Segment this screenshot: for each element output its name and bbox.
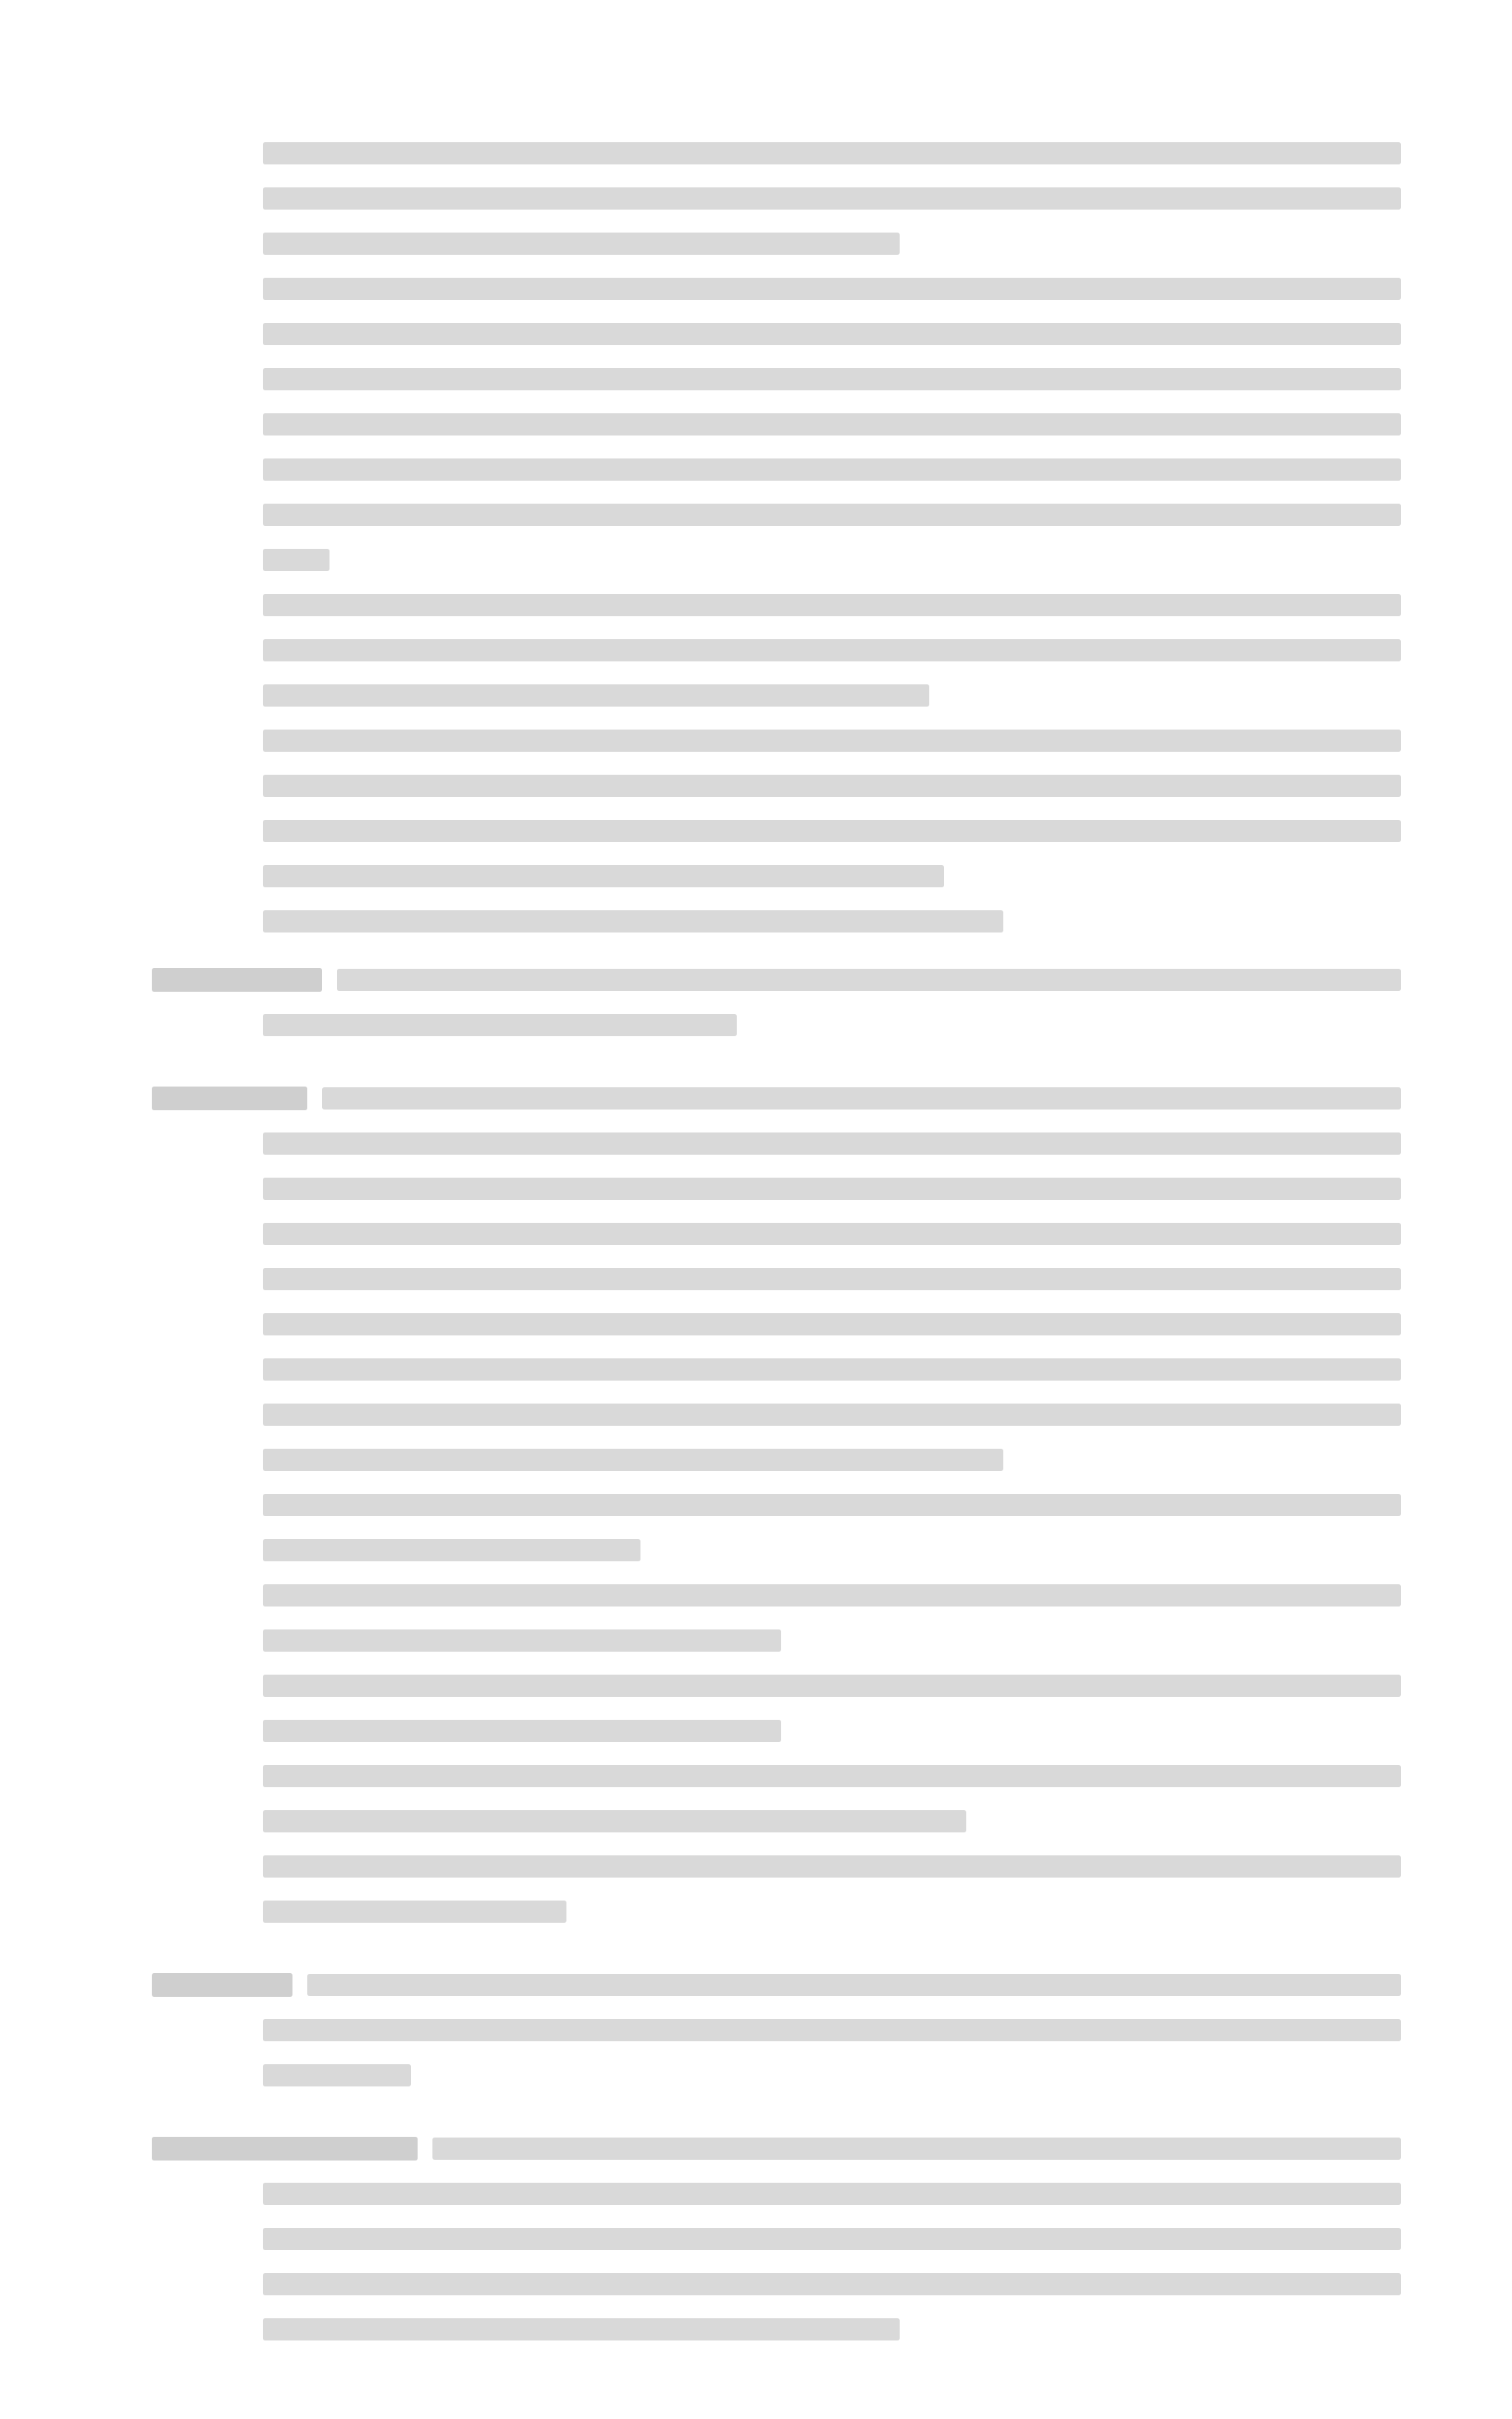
sub-item-d (263, 1753, 1401, 1798)
text-line (263, 1527, 1401, 1572)
text-line (263, 1798, 1401, 1844)
text-line (263, 2216, 1401, 2261)
entry-first-line (152, 2126, 1401, 2171)
text-line (263, 763, 1401, 808)
text-line (263, 2261, 1401, 2306)
spacer (152, 1947, 1401, 1962)
dictionary-entry (152, 957, 1401, 1047)
text-line (263, 1889, 1401, 1934)
entry-headword (152, 1087, 307, 1110)
text-line (263, 1392, 1401, 1437)
list-item-1 (263, 130, 1401, 176)
dictionary-entry (152, 1962, 1401, 2098)
dictionary-entry (152, 2126, 1401, 2352)
spacer (152, 2111, 1401, 2126)
text-line (263, 1166, 1401, 1211)
sub-item-b (263, 1572, 1401, 1618)
text-line (263, 627, 1401, 673)
text-line (263, 1256, 1401, 1301)
entry-first-line (152, 1962, 1401, 2007)
text-line (263, 1347, 1401, 1392)
list-item-3 (263, 582, 1401, 627)
entry-headword (152, 1973, 292, 1997)
list-item-4 (263, 718, 1401, 763)
text-line (263, 673, 1401, 718)
text-line (263, 808, 1401, 853)
text-line (263, 401, 1401, 447)
text-line (263, 2007, 1401, 2052)
entry-first-line (152, 1075, 1401, 1121)
text-line (263, 853, 1401, 898)
dictionary-entry (152, 1075, 1401, 1934)
text-line (263, 2052, 1401, 2098)
entry-first-line (152, 957, 1401, 1002)
list-item-5 (263, 898, 1401, 944)
text-line (263, 1301, 1401, 1347)
sub-item-c (263, 1663, 1401, 1708)
text-line (263, 537, 1401, 582)
spacer (152, 1061, 1401, 1075)
text-line (263, 176, 1401, 221)
sub-item-a (263, 1482, 1401, 1527)
text-line (263, 2306, 1401, 2352)
text-line (263, 2171, 1401, 2216)
text-line (263, 221, 1401, 266)
list-item-2 (263, 266, 1401, 311)
text-line (263, 492, 1401, 537)
text-line (263, 356, 1401, 401)
text-line (263, 1121, 1401, 1166)
text-line (263, 1002, 1401, 1047)
text-line (263, 1211, 1401, 1256)
text-line (263, 1437, 1401, 1482)
sub-item-e (263, 1844, 1401, 1889)
entry-headword (152, 2137, 418, 2161)
previous-entry-continuation (152, 130, 1401, 944)
entry-headword (152, 968, 322, 992)
text-line (263, 1618, 1401, 1663)
text-line (263, 1708, 1401, 1753)
text-line (263, 447, 1401, 492)
text-line (263, 311, 1401, 356)
